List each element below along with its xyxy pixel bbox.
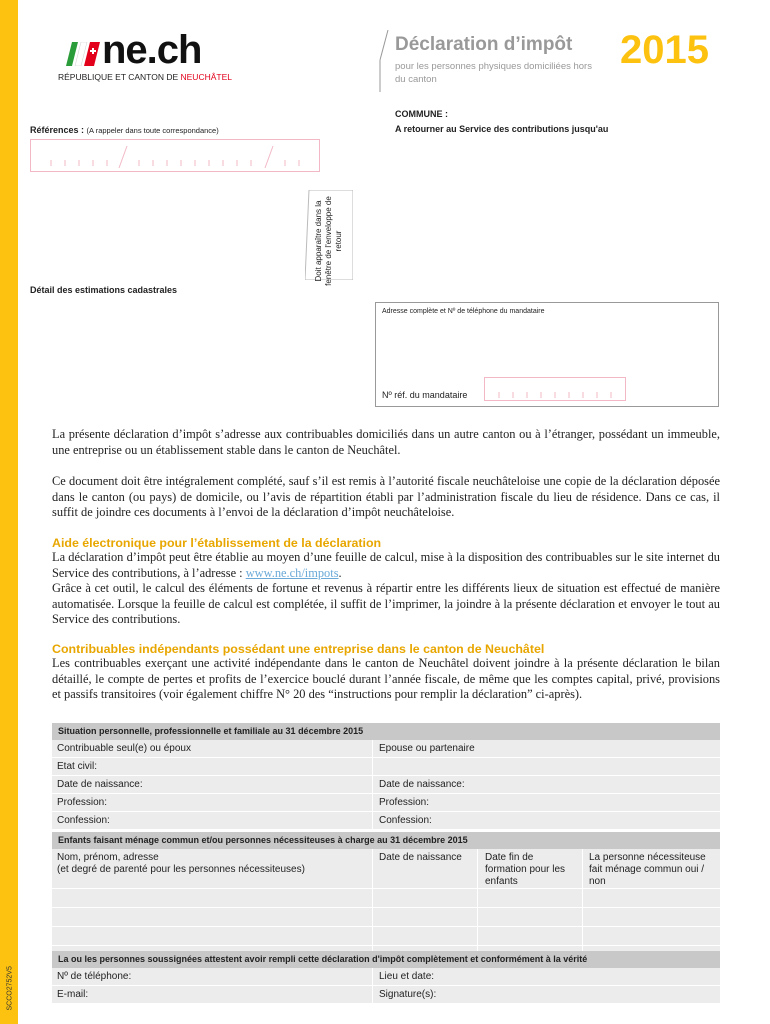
references-field[interactable] bbox=[30, 139, 320, 172]
children-title: Enfants faisant ménage commun et/ou personnes nécessiteuses à charge au 31 décembre 2015 bbox=[52, 832, 720, 849]
attestation-row[interactable]: E-mail: Signature(s): bbox=[52, 986, 720, 1004]
document-title: Déclaration d’impôt bbox=[395, 34, 573, 55]
aide-paragraph-2: Grâce à cet outil, le calcul des éléments de fortune et revenus à répartir entre les différents lieux de situation est effectué de manière automatisée. Lorsque la feuille de calcul est complétée, il suffit de l’imprimer, la joindre à la présente déclaration et envoyer le tout au Service des contributions. bbox=[52, 581, 720, 627]
situation-title: Situation personnelle, professionnelle et familiale au 31 décembre 2015 bbox=[52, 723, 720, 740]
form-code: SCCO2752V5 bbox=[6, 966, 14, 1011]
intro-paragraph-2: Ce document doit être intégralement complété, sauf s’il est remis à l’autorité fiscale neuchâteloise une copie de la déclaration déposée dans le canton (ou pays) de domicile, ou l’avis de répartition établi par l’administration fiscale du lieu de résidence. Dans ce cas, il suffit de joindre ces documents à l’envoi de la déclaration d’impôt neuchâteloise. bbox=[52, 474, 720, 520]
attestation-table bbox=[52, 951, 720, 1004]
intro-paragraph-1: La présente déclaration d’impôt s’adresse aux contribuables domiciliés dans un autre canton ou à l’étranger, possédant un immeuble, une entreprise ou un établissement stable dans le canton de Neuchâtel. bbox=[52, 427, 720, 457]
children-row[interactable] bbox=[52, 927, 720, 946]
situation-row[interactable]: Date de naissance: Date de naissance: bbox=[52, 776, 720, 794]
children-header: Nom, prénom, adresse (et degré de parenté pour les personnes nécessiteuses) Date de naissance Date fin de formation pour les enfants La personne nécessiteuse fait ménage commun oui / non bbox=[52, 849, 720, 889]
return-deadline-label: A retourner au Service des contributions jusqu'au bbox=[395, 124, 609, 134]
divider-slash bbox=[370, 30, 390, 92]
agent-ref-field[interactable] bbox=[484, 377, 626, 401]
situation-row: Contribuable seul(e) ou époux Epouse ou partenaire bbox=[52, 740, 720, 758]
independants-heading: Contribuables indépendants possédant une entreprise dans le canton de Neuchâtel bbox=[52, 642, 545, 656]
situation-row[interactable]: Etat civil: bbox=[52, 758, 720, 776]
logo-wordmark: ne.ch bbox=[102, 28, 202, 72]
aide-paragraph-1: La déclaration d’impôt peut être établie au moyen d’une feuille de calcul, mise à la disposition des contribuables sur le site internet du Service des contributions, à l’adresse : www.ne.ch/impots. bbox=[52, 550, 720, 580]
window-note: Doit apparaître dans la fenêtre de l'enveloppe de retour bbox=[305, 190, 353, 280]
flag-stripes-icon bbox=[62, 42, 100, 66]
cadastral-estimates-label: Détail des estimations cadastrales bbox=[30, 285, 178, 295]
agent-address-label: Adresse complète et Nº de téléphone du mandataire bbox=[382, 308, 545, 315]
logo-subtitle: RÉPUBLIQUE ET CANTON DE NEUCHÂTEL bbox=[58, 72, 232, 82]
situation-row[interactable]: Confession: Confession: bbox=[52, 812, 720, 830]
document-year: 2015 bbox=[620, 28, 709, 72]
situation-row[interactable]: Profession: Profession: bbox=[52, 794, 720, 812]
impots-link[interactable]: www.ne.ch/impots bbox=[245, 565, 339, 580]
commune-label: COMMUNE : bbox=[395, 109, 448, 119]
independants-paragraph: Les contribuables exerçant une activité indépendante dans le canton de Neuchâtel doivent joindre à la présente déclaration le bilan détaillé, le compte de pertes et profits de l’exercice bouclé durant l’année fiscale, de même que les comptes capital, privé, provisions et passifs transitoires (voir également chiffre N° 20 des “instructions pour remplir la déclaration” ci-après). bbox=[52, 656, 720, 702]
children-row[interactable] bbox=[52, 908, 720, 927]
situation-table bbox=[52, 723, 720, 830]
children-row[interactable] bbox=[52, 889, 720, 908]
attestation-title: La ou les personnes soussignées attestent avoir rempli cette déclaration d'impôt complètement et conformément à la vérité bbox=[52, 951, 720, 968]
agent-address-box[interactable] bbox=[375, 302, 719, 407]
attestation-row[interactable]: Nº de téléphone: Lieu et date: bbox=[52, 968, 720, 986]
yellow-side-band bbox=[0, 0, 18, 1024]
references-label: Références : (A rappeler dans toute correspondance) bbox=[30, 125, 219, 135]
children-table bbox=[52, 832, 720, 965]
document-subtitle: pour les personnes physiques domiciliées hors du canton bbox=[395, 61, 592, 85]
aide-heading: Aide électronique pour l’établissement de la déclaration bbox=[52, 536, 382, 550]
agent-ref-label: Nº réf. du mandataire bbox=[382, 390, 468, 400]
